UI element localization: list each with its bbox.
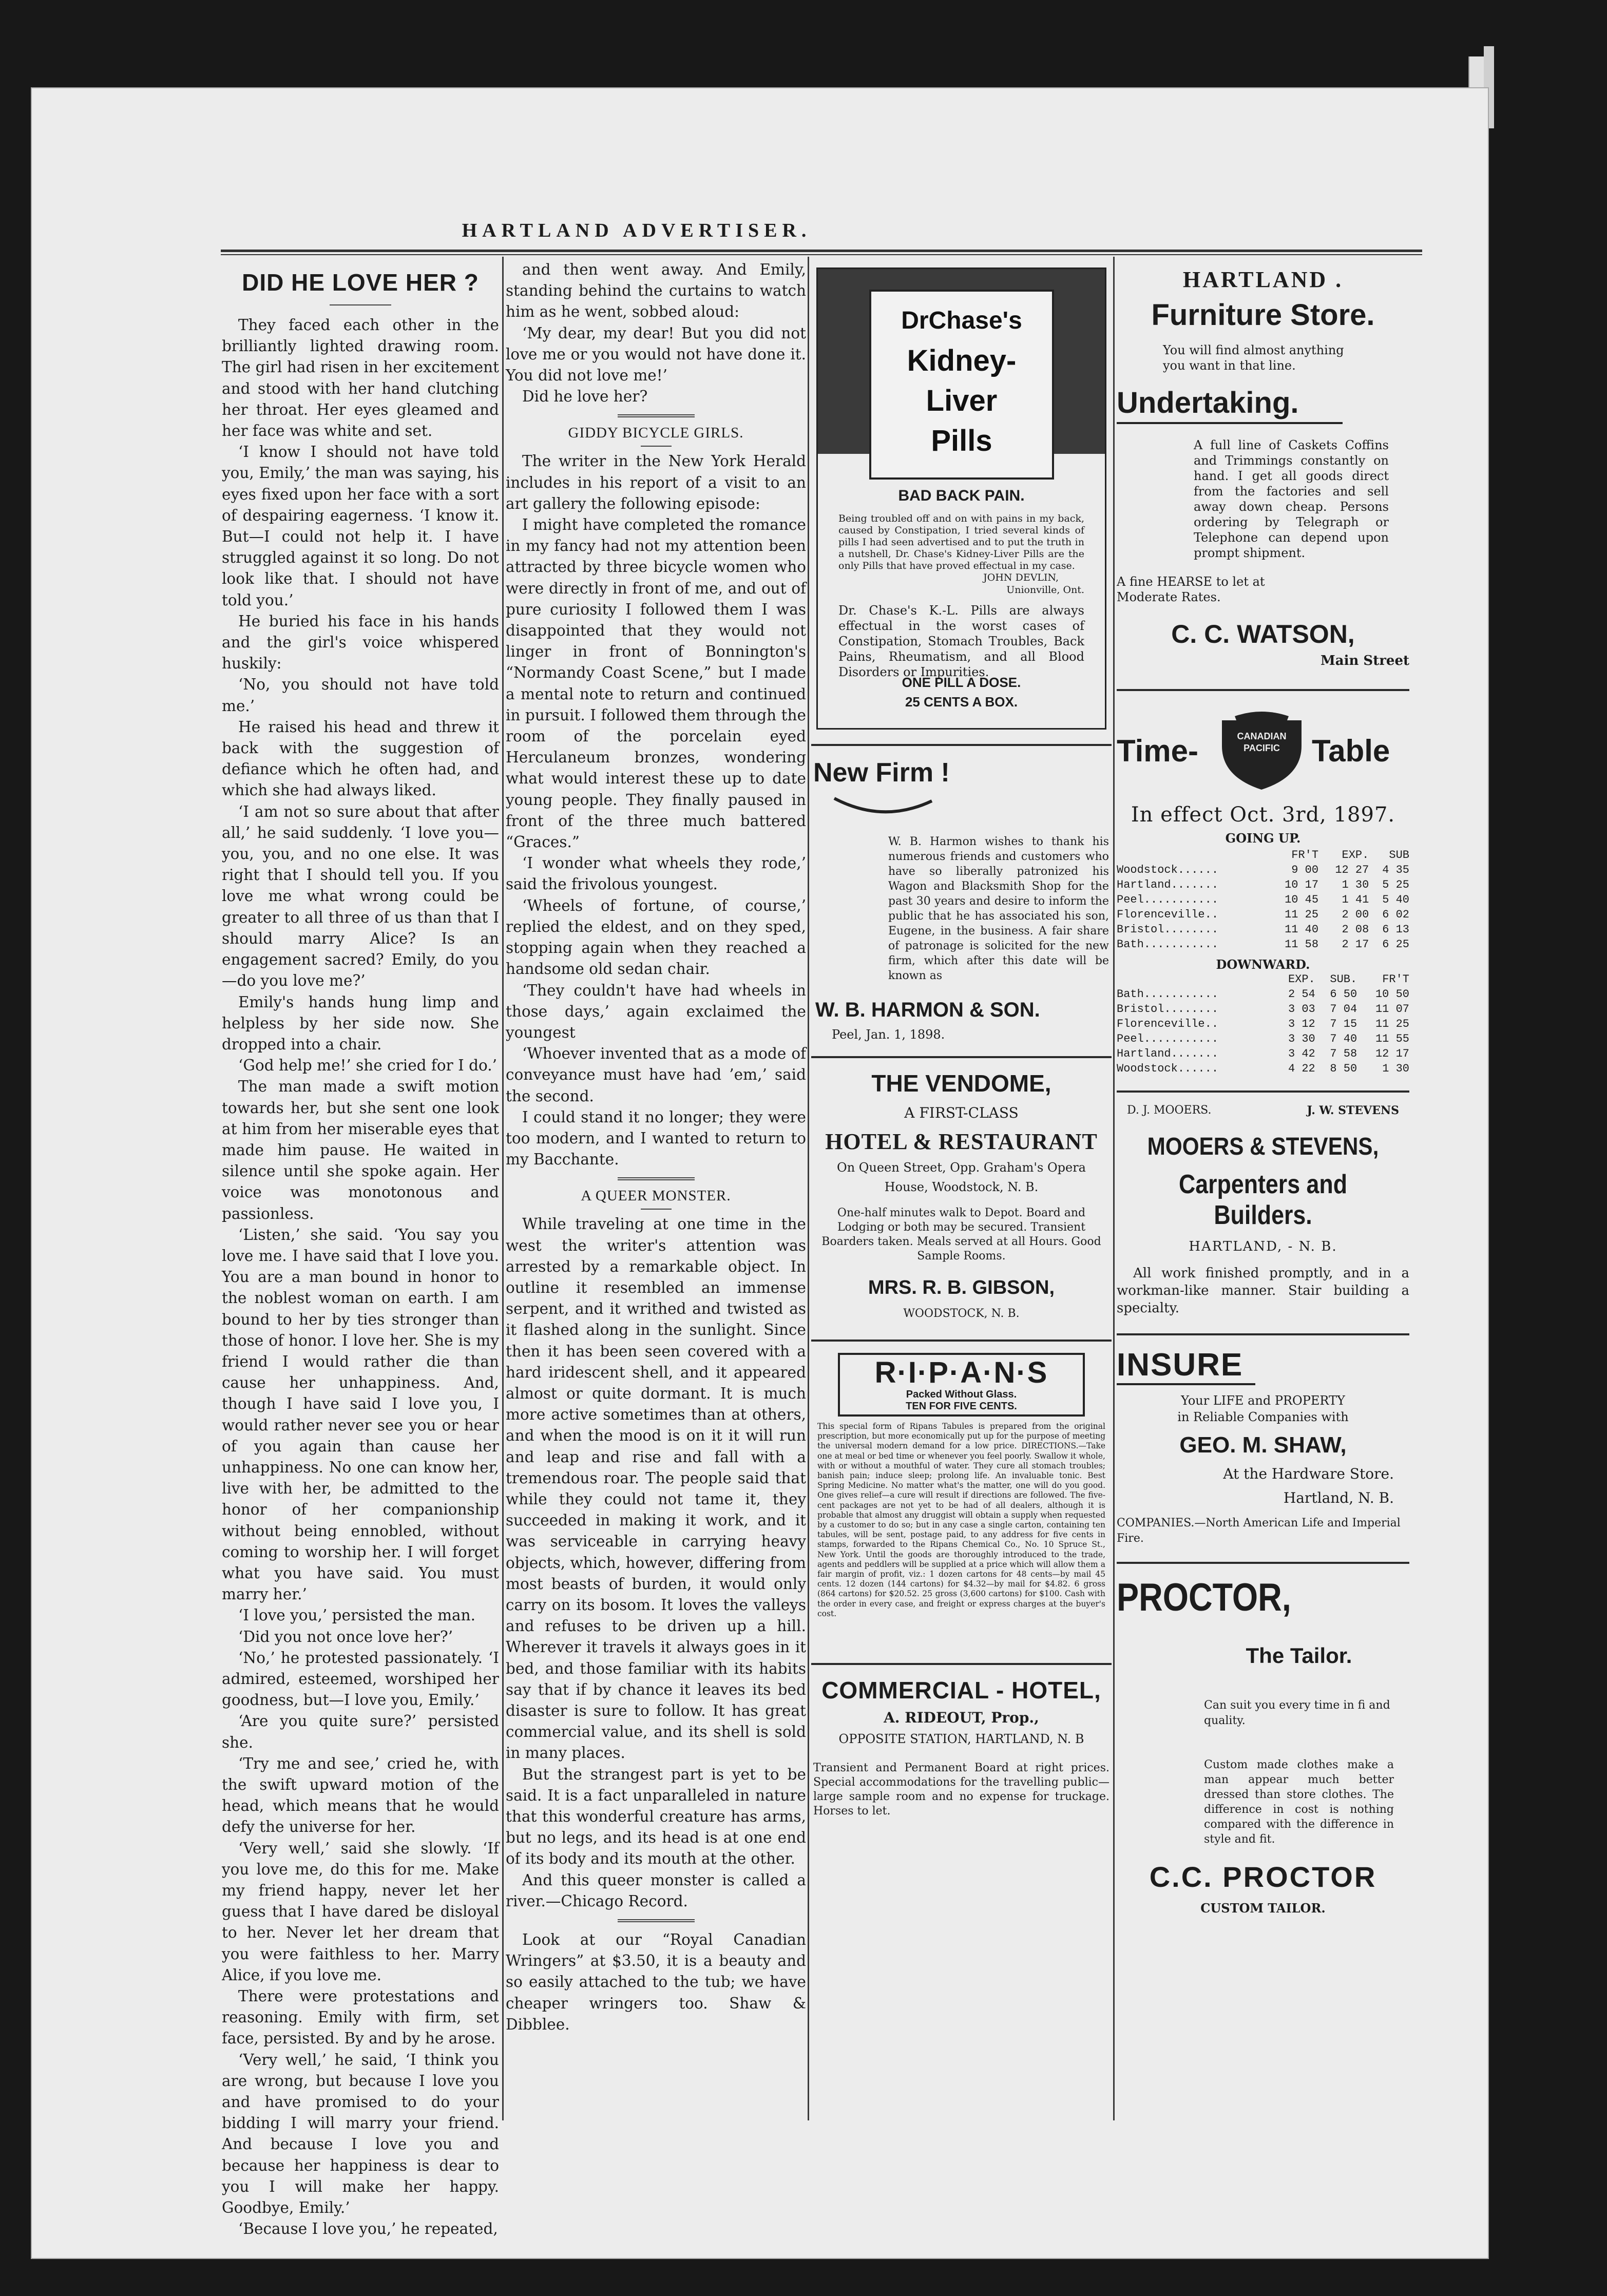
paragraph: ‘No,’ he protested passionately. ‘I admired, esteemed, worshiped her goodness, but—I love you, Emily.’ (222, 1649, 499, 1709)
time-cell: 9 00 (1291, 864, 1319, 876)
time-cell: 7 40 (1330, 1032, 1357, 1045)
proctor-title: PROCTOR, (1117, 1576, 1291, 1619)
time-cell: 6 25 (1382, 938, 1409, 951)
paragraph: and then went away. And Emily, standing behind the curtains to watch him as he went, sobbed aloud: (506, 261, 806, 321)
vendome-address-2: House, Woodstock, N. B. (884, 1180, 1039, 1194)
time-cell: 6 02 (1382, 908, 1409, 921)
paragraph: The writer in the New York Herald includes in his report of a visit to an art gallery the following episode: (506, 452, 806, 512)
chase-price: 25 CENTS A BOX. (905, 694, 1018, 710)
harmon-name: W. B. HARMON & SON. (815, 999, 1040, 1021)
undertaking-title: Undertaking. (1117, 386, 1299, 419)
ad-separator-6 (1117, 1090, 1409, 1093)
timetable-right: Table (1312, 734, 1390, 768)
paragraph: ‘Are you quite sure?’ persisted she. (222, 1712, 499, 1751)
time-cell: 11 25 (1375, 1018, 1409, 1030)
downward-table (1117, 972, 1409, 1076)
cpr-badge-1: CANADIAN (1237, 731, 1287, 741)
paragraph: ‘No, you should not have told me.’ (222, 676, 499, 715)
commercial-body: Transient and Permanent Board at right prices. Special accommodations for the travelling public—large sample room and no expense for truckage. Horses to let. (813, 1762, 1109, 1817)
commercial-title: COMMERCIAL - HOTEL, (821, 1677, 1101, 1704)
station-cell: Bath........... (1117, 988, 1219, 1001)
monster-body (506, 1214, 806, 1912)
insure-title: INSURE (1117, 1347, 1243, 1383)
time-cell: 5 40 (1382, 893, 1409, 906)
proctor-signature: C.C. PROCTOR (1149, 1861, 1377, 1893)
insure-place: At the Hardware Store. (1223, 1465, 1394, 1482)
station-cell: Florenceville.. (1117, 1018, 1219, 1030)
timetable-row (1117, 1046, 1409, 1061)
paragraph: He raised his head and threw it back with the suggestion of defiance which he often had, and which she had always liked. (222, 718, 499, 799)
paragraph: ‘I know I should not have told you, Emily,’ the man was saying, his eyes fixed upon her face with a sort of despairing eagerness. ‘I know it. But—I could not help it. I have struggled against it so long. Do not look like that. I should not have told you.’ (222, 443, 499, 609)
paragraph: ‘Because I love you,’ he repeated, (238, 2220, 498, 2238)
ripans-body: This special form of Ripans Tabules is prepared from the original prescription, but more economically put up for the purpose of meeting the universal modern demand for a low price. DIRECTIONS.—Take one at meal or bed time or whenever you feel poorly. Swallow it whole, with or without a mouthful of water. They cure all stomach troubles; banish pain; induce sleep; prolong life. An invaluable tonic. Best Spring Medicine. No matter what's the matter, one will do you good. One gives relief—a cure will result if directions are followed. The five-cent packages are not yet to be had of all dealers, although it is probable that almost any druggist will obtain a supply when requested by a customer to do so; but in any case a single carton, containing ten tabules, will be sent, postage paid, to any address for five cents in stamps, forwarded to the Ripans Chemical Co., No. 10 Spruce St., New York. Until the goods are thoroughly introduced to the trade, agents and peddlers will be supplied at a price which will allow them a fair margin of profit, viz.: 1 dozen cartons for 48 cents—by mail 45 cents. 12 dozen (144 cartons) for $4.32—by mail for $4.82. 6 gross (864 cartons) for $20.52. 25 gross (3,600 cartons) for $100. Cash with the order in every case, and freight or express charges at the buyer's cost. (817, 1422, 1105, 1618)
up-header-cell: FR'T (1291, 849, 1319, 862)
time-cell: 1 41 (1342, 893, 1369, 906)
paragraph: He buried his face in his hands and the girl's voice whispered huskily: (222, 612, 499, 673)
ad-separator-3 (811, 1340, 1112, 1342)
vendome-body: One-half minutes walk to Depot. Board and Lodging or both may be secured. Transient Boarders taken. Meals served at all Hours. Good Sample Rooms. (821, 1207, 1101, 1262)
section-rule (618, 414, 695, 417)
story-title: DID HE LOVE HER ? (242, 269, 479, 296)
vendome-address-1: On Queen Street, Opp. Graham's Opera (837, 1160, 1086, 1175)
wringer-notice: Look at our “Royal Canadian Wringers” at $3.50, it is a beauty and so easily attached to the tub; we have cheaper wringers too. Shaw & Dibblee. (506, 1931, 806, 2033)
time-cell: 10 17 (1285, 878, 1319, 891)
time-cell: 3 03 (1288, 1003, 1315, 1016)
column-divider-1 (502, 257, 504, 2120)
paragraph: ‘Wheels of fortune, of course,’ replied the eldest, and on they sped, stopping again when they reached a handsome old sedan chair. (506, 896, 806, 978)
downward-label: DOWNWARD. (1216, 957, 1310, 972)
time-cell: 10 50 (1375, 988, 1409, 1001)
paragraph: But the strangest part is yet to be said. It is a fact unparalleled in nature that this wonderful creature has arms, but no legs, and its head is at one end of its body and its mouth at the other. (506, 1765, 806, 1868)
chase-brand-4: Pills (931, 424, 992, 457)
cpr-badge-2: PACIFIC (1243, 743, 1280, 753)
timetable-row (1117, 1061, 1409, 1076)
station-cell: Bristol........ (1117, 923, 1219, 936)
insure-line-1: Your LIFE and PROPERTY (1181, 1393, 1345, 1408)
station-cell: Woodstock...... (1117, 864, 1219, 876)
timetable-ad (1117, 702, 1409, 1076)
station-cell: Bath........... (1117, 938, 1219, 951)
flourish-icon (832, 793, 934, 824)
newfirm-title: New Firm ! (813, 758, 950, 788)
time-cell: 7 15 (1330, 1018, 1357, 1030)
bicycle-body (506, 451, 806, 1170)
column-divider-3 (1113, 257, 1115, 2120)
timetable-row (1117, 987, 1409, 1002)
bicycle-title: GIDDY BICYCLE GIRLS. (568, 425, 744, 442)
furniture-brand: HARTLAND . (1182, 267, 1344, 292)
paragraph: ‘I love you,’ persisted the man. (238, 1606, 476, 1624)
time-cell: 11 58 (1285, 938, 1319, 951)
story-body (222, 315, 499, 2240)
station-cell: Peel........... (1117, 893, 1219, 906)
time-cell: 6 50 (1330, 988, 1357, 1001)
paragraph: They faced each other in the brilliantly lighted drawing room. The girl had risen in her excitement and stood with her hand clutching her throat. Her eyes gleamed and her face was white and set. (222, 316, 499, 440)
timetable-left: Time- (1117, 734, 1198, 768)
time-cell: 2 17 (1342, 938, 1369, 951)
commercial-ad (811, 1676, 1112, 1819)
watson-name: C. C. WATSON, (1171, 620, 1355, 648)
column-divider-2 (808, 257, 809, 2120)
timetable-row (1117, 877, 1409, 892)
insure-ad (1117, 1347, 1409, 1546)
time-cell: 3 12 (1288, 1018, 1315, 1030)
station-cell: Bristol........ (1117, 1003, 1219, 1016)
time-cell: 7 04 (1330, 1003, 1357, 1016)
commercial-addr: OPPOSITE STATION, HARTLAND, N. B (838, 1732, 1084, 1746)
title-rule (330, 304, 391, 305)
paragraph: ‘Whoever invented that as a mode of conveyance must have had ’em,’ said the second. (506, 1045, 806, 1105)
paragraph: ‘They couldn't have had wheels in those days,’ again exclaimed the youngest (506, 981, 806, 1041)
paragraph: I might have completed the romance in my fancy had not my attention been attracted by three bicycle women who were directly in front of me, and out of pure curiosity I followed them I was disappointed that they would not linger in front of Bonnington's “Normandy Coast Scene,” but I made a mental note to return and continued in pursuit. I followed them through the room of the porcelain eyed Herculaneum bronzes, wondering what would interest these up to date young people. They finally paused in front of the three much battered “Graces.” (506, 516, 806, 851)
station-cell: Florenceville.. (1117, 908, 1219, 921)
harmon-date: Peel, Jan. 1, 1898. (832, 1027, 945, 1042)
story-continuation (506, 259, 806, 407)
chase-signer-loc: Unionville, Ont. (1006, 584, 1084, 596)
mooers-ad (1117, 1104, 1409, 1317)
time-cell: 11 07 (1375, 1003, 1409, 1016)
timetable-effect: In effect Oct. 3rd, 1897. (1131, 803, 1395, 827)
ripans-sub-1: Packed Without Glass. (906, 1389, 1017, 1400)
time-cell: 12 27 (1335, 864, 1369, 876)
station-cell: Hartland....... (1117, 1047, 1219, 1060)
chase-brand-2: Kidney- (907, 344, 1017, 377)
ad-separator-8 (1117, 1562, 1409, 1564)
time-cell: 7 58 (1330, 1047, 1357, 1060)
paragraph: There were protestations and reasoning. Emily with firm, set face, persisted. By and by he arose. (222, 1987, 499, 2048)
ad-separator-7 (1117, 1333, 1409, 1335)
furniture-body: A full line of Caskets Coffins and Trimmings constantly on hand. I get all goods direct from the factories and sell away down cheap. Persons ordering by Telegraph or Telephone can depend upon prompt shipment. (1194, 438, 1389, 560)
time-cell: 4 22 (1288, 1062, 1315, 1075)
paragraph: And this queer monster is called a river.—Chicago Record. (506, 1871, 806, 1910)
time-cell: 6 13 (1382, 923, 1409, 936)
time-cell: 11 40 (1285, 923, 1319, 936)
proctor-ad (1117, 1575, 1409, 1916)
time-cell: 1 30 (1342, 878, 1369, 891)
time-cell: 12 17 (1375, 1047, 1409, 1060)
paragraph: While traveling at one time in the west the writer's attention was arrested by a remarkable object. In outline it resembled an immense serpent, and it writhed and twisted as it flashed along in the sunlight. Since then it has been seen covered with a hard iridescent shell, and it appeared almost or quite dormant. It is much more active sometimes than at others, and when the mood is on it it will run and leap and rise and fall with a tremendous roar. The people said that while they could not tame it, they succeeded in making it work, and it was serviceable in carrying heavy objects, which, however, differing from most beasts of burden, it would only carry on its bosom. It loves the valleys and refuses to be driven up a hill. Wherever it travels it always goes in it bed, and those familiar with its habits say that if by chance it leaves its bed disaster is sure to follow. It has great commercial value, and its shell is sold in many places. (506, 1215, 806, 1762)
chase-label (869, 290, 1054, 480)
paragraph: ‘Did you not once love her?’ (238, 1628, 453, 1646)
going-up-table (1117, 848, 1409, 952)
mooers-name: MOOERS & STEVENS, (1147, 1133, 1379, 1160)
timetable-row (1117, 892, 1409, 907)
ripans-title: R·I·P·A·N·S (874, 1356, 1048, 1389)
mooers-town: HARTLAND, - N. B. (1189, 1239, 1337, 1254)
paragraph: Emily's hands hung limp and helpless by her side now. She dropped into a chair. (222, 993, 499, 1053)
time-cell: 4 35 (1382, 864, 1409, 876)
monster-rule (641, 1209, 672, 1210)
proctor-line: Can suit you every time in fi and quality. (1204, 1699, 1390, 1727)
time-cell: 3 30 (1288, 1032, 1315, 1045)
station-cell: Woodstock...... (1117, 1062, 1219, 1075)
paragraph: ‘I wonder what wheels they rode,’ said the frivolous youngest. (506, 854, 806, 893)
timetable-row (1117, 1002, 1409, 1017)
station-cell: Hartland....... (1117, 878, 1219, 891)
chase-testimonial: Being troubled off and on with pains in my back, caused by Constipation, I tried several kinds of pills I had seen advertised and to put the truth in a nutshell, Dr. Chase's Kidney-Liver Pills are the only Pills that have proved effectual in my case. (838, 513, 1084, 571)
ad-separator-2 (811, 1056, 1112, 1058)
up-header-row (1117, 848, 1409, 863)
paragraph: ‘Very well,’ he said, ‘I think you are wrong, but because I love you and have promised to do your bidding I will marry your friend. And because I love you and because her happiness is dear to you I will make her happy. Goodbye, Emily.’ (222, 2051, 499, 2217)
mooers-partners (1127, 1104, 1399, 1117)
chase-signer: JOHN DEVLIN, (983, 572, 1059, 583)
masthead: HARTLAND ADVERTISER. (462, 220, 812, 241)
chase-brand-1: DrChase's (901, 307, 1022, 334)
commercial-prop: A. RIDEOUT, Prop., (884, 1709, 1039, 1726)
time-cell: 10 45 (1285, 893, 1319, 906)
proctor-custom: CUSTOM TAILOR. (1200, 1901, 1326, 1916)
vendome-town: WOODSTOCK, N. B. (903, 1307, 1020, 1320)
insure-companies: COMPANIES.—North American Life and Imperial Fire. (1117, 1517, 1401, 1545)
proctor-body: Custom made clothes make a man appear much better dressed than store clothes. The difference in cost is nothing compared with the difference in style and fit. (1204, 1758, 1394, 1846)
ripans-sub-2: TEN FOR FIVE CENTS. (906, 1401, 1017, 1412)
time-cell: 5 25 (1382, 878, 1409, 891)
furniture-ad (1117, 266, 1409, 668)
paragraph: The man made a swift motion towards her, but she sent one look at him from her miserable eyes that made him pause. He waited in silence until she spoke again. Her voice was monotonous and passionless. (222, 1078, 499, 1222)
insure-town: Hartland, N. B. (1283, 1489, 1394, 1506)
watson-street: Main Street (1320, 653, 1409, 668)
timetable-row (1117, 937, 1409, 952)
masthead-rule (221, 250, 1422, 252)
paragraph: ‘Listen,’ she said. ‘You say you love me. I have said that I love you. You are a man bound in honor to the noblest woman on earth. I am bound to her by ties stronger than those of honor. I love her. She is my friend I would rather die than cause her unhappiness. And, though I have said I love you, I would rather never see you or hear of you again than cause her unhappiness. No one can know her, live with her, be admitted to the honor of her companionship without being ennobled, without coming to worship her. I will forget what you have said. You must marry her.’ (222, 1226, 499, 1603)
ripans-ad (811, 1353, 1112, 1661)
chase-dose: ONE PILL A DOSE. (902, 675, 1021, 690)
timetable-row (1117, 1031, 1409, 1046)
paragraph: I could stand it no longer; they were too modern, and I wanted to return to my Bacchante. (506, 1108, 806, 1169)
timetable-header (1117, 702, 1409, 795)
vendome-owner: MRS. R. B. GIBSON, (868, 1277, 1055, 1298)
down-header-cell: EXP. (1288, 973, 1315, 986)
insure-agent: GEO. M. SHAW, (1179, 1432, 1347, 1458)
section-rule-2 (618, 1177, 695, 1180)
hearse-line: A fine HEARSE to let at Moderate Rates. (1117, 575, 1265, 604)
vendome-ad (811, 1069, 1112, 1336)
column-2 (506, 259, 806, 2035)
ad-separator-4 (811, 1663, 1112, 1665)
vendome-hotel: HOTEL & RESTAURANT (825, 1129, 1098, 1154)
ad-separator-5 (1117, 689, 1409, 691)
vendome-sub: A FIRST-CLASS (904, 1104, 1019, 1121)
paragraph: ‘Try me and see,’ cried he, with the swift upward motion of the head, which means that he would defy the universe for her. (222, 1754, 499, 1836)
time-cell: 2 54 (1288, 988, 1315, 1001)
mooers-trade: Carpenters and Builders. (1178, 1170, 1348, 1230)
time-cell: 8 50 (1330, 1062, 1357, 1075)
partner-2: J. W. STEVENS (1307, 1104, 1399, 1117)
paragraph: ‘Very well,’ said she slowly. ‘If you love me, do this for me. Make my friend happy, never let her guess that I have dared be disloyal to her. Never let her dream that you were faithless to her. Marry Alice, if you love me. (222, 1839, 499, 1984)
time-cell: 1 30 (1382, 1062, 1409, 1075)
time-cell: 11 55 (1375, 1032, 1409, 1045)
timetable-row (1117, 922, 1409, 937)
mooers-body-wrap (1117, 1265, 1409, 1317)
paragraph: Did he love her? (522, 388, 648, 406)
partner-1: D. J. MOOERS. (1127, 1104, 1212, 1117)
furniture-line: You will find almost anything you want in that line. (1163, 343, 1344, 373)
time-cell: 2 08 (1342, 923, 1369, 936)
timetable-row (1117, 907, 1409, 922)
time-cell: 2 00 (1342, 908, 1369, 921)
station-cell: Peel........... (1117, 1032, 1219, 1045)
down-header-cell: FR'T (1382, 973, 1409, 986)
newfirm-ad (811, 757, 1112, 1045)
ad-separator (811, 744, 1112, 746)
proctor-tailor: The Tailor. (1246, 1643, 1352, 1668)
chase-claim: Dr. Chase's K.-L. Pills are always effectual in the worst cases of Constipation, Stomach Troubles, Back Pains, Rheumatism, and all Blood Disorders or Impurities. (838, 603, 1084, 679)
column-1 (222, 259, 499, 2240)
bicycle-rule (641, 446, 672, 447)
mooers-body: All work finished promptly, and in a workman-like manner. Stair building a specialty. (1117, 1266, 1409, 1316)
down-header-row (1117, 972, 1409, 987)
going-up-label: GOING UP. (1225, 831, 1301, 846)
section-rule-3 (618, 1919, 695, 1922)
up-header-cell: EXP. (1342, 849, 1369, 862)
paragraph: ‘My dear, my dear! But you did not love me or you would not have done it. You did not love me!’ (506, 324, 806, 385)
monster-title: A QUEER MONSTER. (581, 1188, 731, 1204)
vendome-title: THE VENDOME, (871, 1070, 1051, 1097)
furniture-title: Furniture Store. (1151, 298, 1375, 332)
newfirm-body: W. B. Harmon wishes to thank his numerous friends and customers who have so liberally patronized his Wagon and Blacksmith Shop for the past 30 years and desire to inform the public that he has associated his son, Eugene, in the business. A fair share of patronage is solicited for the new firm, which after this date will be known as (888, 835, 1109, 982)
chase-brand-3: Liver (926, 384, 998, 417)
time-cell: 3 42 (1288, 1047, 1315, 1060)
ripans-header-box (838, 1353, 1085, 1417)
column-3 (811, 259, 1112, 1819)
timetable-row (1117, 1017, 1409, 1031)
chase-head: BAD BACK PAIN. (898, 487, 1025, 504)
masthead-rule-thin (221, 254, 1422, 255)
chase-ad (816, 267, 1106, 730)
insure-rule (1117, 1383, 1255, 1385)
insure-line-2: in Reliable Companies with (1177, 1410, 1349, 1424)
down-header-cell: SUB. (1330, 973, 1357, 986)
time-cell: 11 25 (1285, 908, 1319, 921)
undertaking-rule (1117, 422, 1343, 424)
up-header-cell: SUB (1389, 849, 1409, 862)
timetable-row (1117, 863, 1409, 877)
paragraph: ‘God help me!’ she cried for I do.’ (238, 1057, 497, 1075)
paragraph: ‘I am not so sure about that after all,’ he said suddenly. ‘I love you—you, you, and no one else. It was right that I should tell you. If you love me what wrong could be greater to all three of us than that I should marry Alice? Is an engagement sacred? Emily, do you—do you love me?’ (222, 802, 499, 990)
column-4 (1117, 259, 1409, 1916)
